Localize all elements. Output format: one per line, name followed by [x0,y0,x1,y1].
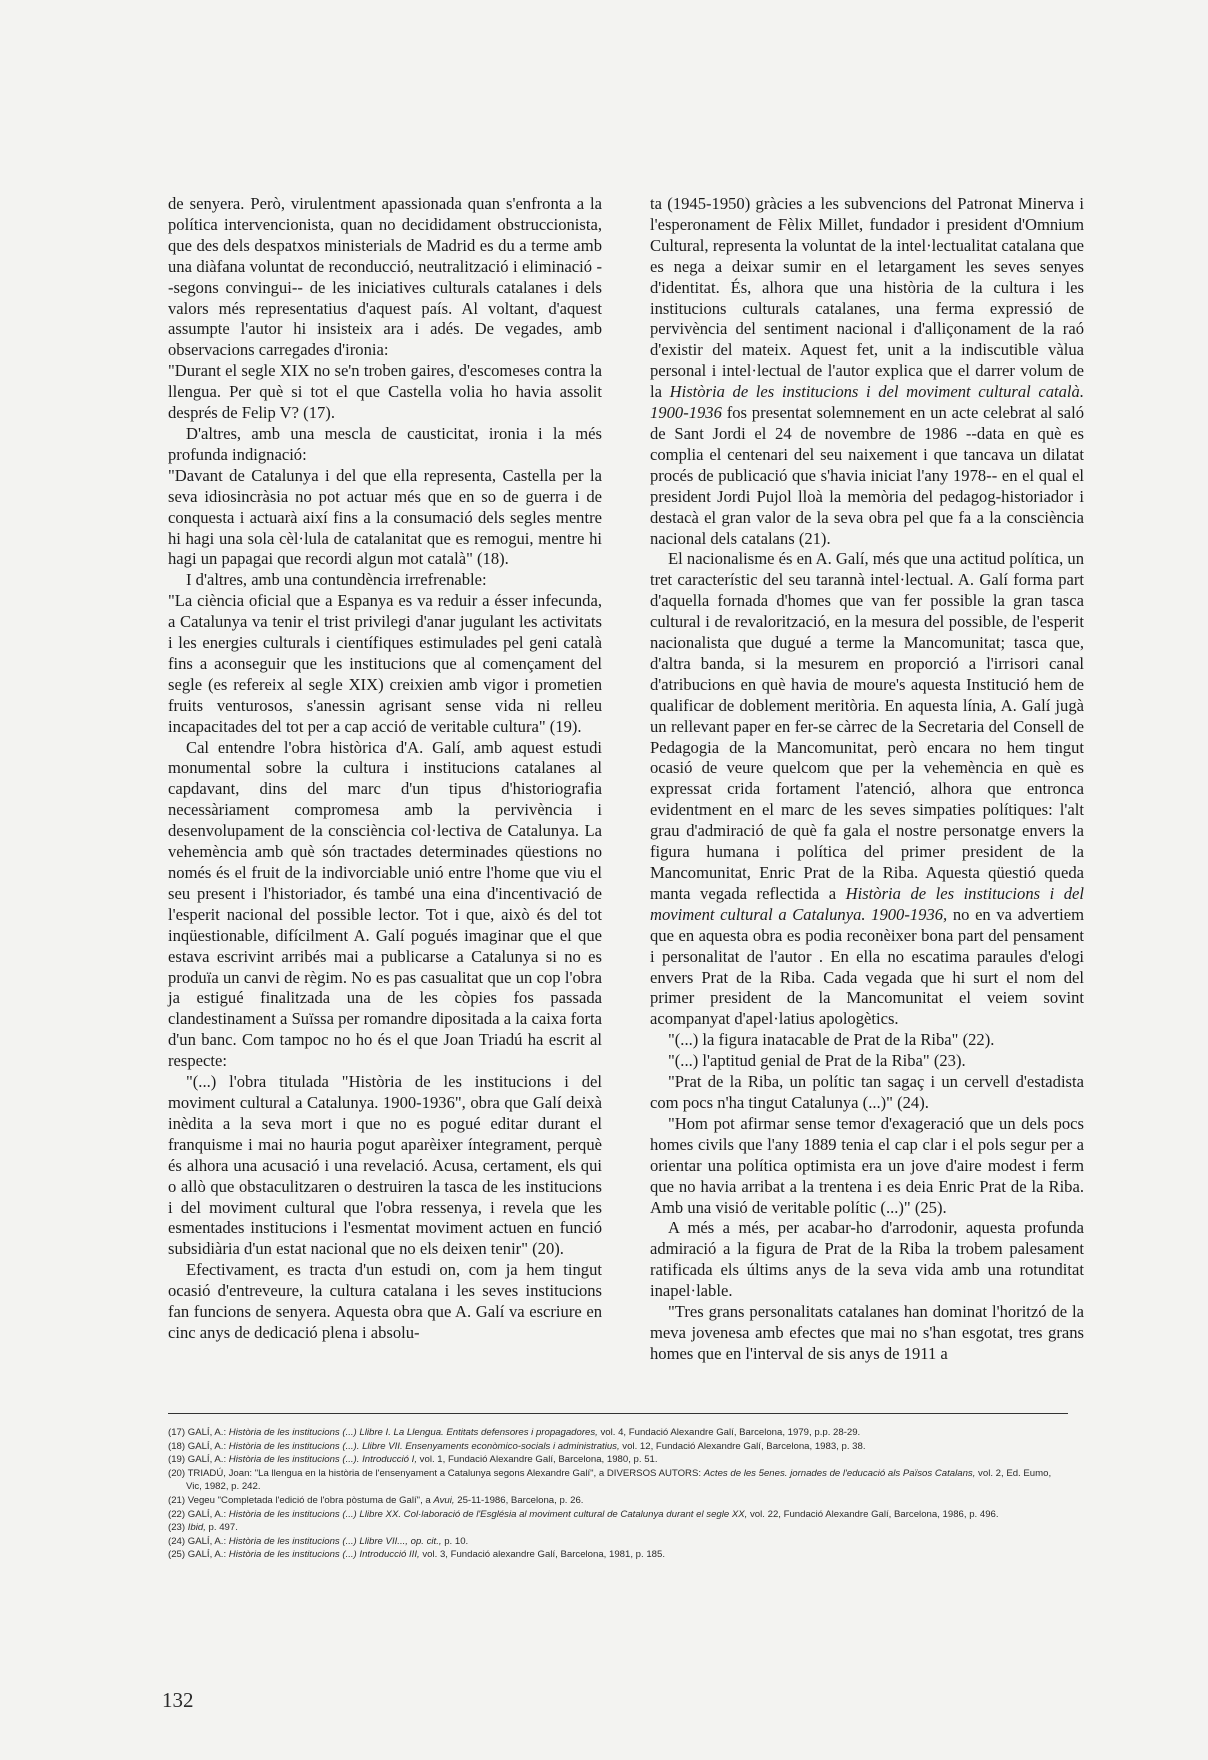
quotation: "(...) l'aptitud genial de Prat de la Riba" (23). [668,1051,966,1071]
footnote-number: (20) [168,1467,186,1479]
footnote-author: Vegeu "Completada l'edició de l'obra pòstuma de Galí", a [187,1494,434,1506]
footnote-author: GALÍ, A.: [187,1535,229,1547]
left-column [168,194,602,1344]
quotation: "(...) la figura inatacable de Prat de la Riba" (22). [668,1030,995,1050]
footnote-title: Avui, [433,1494,455,1506]
footnote-title: Història de les institucions (...) Llibre XX. Col·laboració de l'Església al moviment cultural de Catalunya durant el segle XX, [228,1508,748,1520]
footnote-number: (24) [168,1535,186,1547]
book-title: Història de les institucions i del moviment cultural català. 1900-1936 [650,382,1084,423]
paragraph: Cal entendre l'obra històrica d'A. Galí, amb aquest estudi monumental sobre la cultura i institucions catalanes al capdavant, dins del marc d'un tipus d'historiografia necessàriament compromesa amb la pervivència i desenvolupament de la consciència col·lectiva de Catalunya. La vehemència amb què són tractades determinades qüestions no només és el fruit de la indivorciable unió entre l'home que viu el seu present i l'historiador, és també una eina d'incentivació de l'esperit nacional del possible lector. Tot i que, això és del tot inqüestionable, difícilment A. Galí pogués imaginar que el que estava escrivint arribés mai a publicarse a Catalunya si no es produïa un canvi de règim. No es pas casualitat que un cop l'obra ja estigué finalitzada una de les còpies fos passada clandestinament a Suïssa per romandre dipositada a la caixa forta d'un banc. Com tampoc no ho és el que Joan Triadú ha escrit al respecte: [168,737,602,1071]
footnote-details: vol. 2, Ed. Eumo, Vic, 1982, p. 242. [186,1467,1052,1493]
quotation: "(...) l'obra titulada "Història de les institucions i del moviment cultural a Catalunya. 1900-1936", obra que Galí deixà inèdita a la seva mort i que no es pogué editar durant el franquisme i mai no hauria pogut aparèixer íntegrament, perquè és alhora una acusació i una revelació. Acusa, certament, els qui o allò que obstaculitzaren o destruiren la tasca de les institucions i del moviment cultural que l'obra ressenya, i revela que les esmentades institucions i l'esmentat moviment actuen en funció subsidiària d'un estat nacional que no els deixen tenir" (20). [168,1072,602,1259]
footnote-author: GALÍ, A.: [187,1549,229,1561]
footnote-divider [168,1413,1068,1414]
footnote-author: GALÍ, A.: [187,1454,229,1466]
page-number: 132 [162,1688,194,1712]
footnote-details: vol. 12, Fundació Alexandre Galí, Barcelona, 1983, p. 38. [619,1440,866,1452]
footnote-number: (17) [168,1427,186,1438]
footnote-details: vol. 22, Fundació Alexandre Galí, Barcelona, 1986, p. 496. [747,1508,999,1520]
quotation: "Tres grans personalitats catalanes han dominat l'horitzó de la meva jovenesa amb efectes que mai no s'han esgotat, tres grans homes que en l'interval de sis anys de 1911 a [650,1302,1084,1363]
footnote-title: Història de les institucions (...) Introducció III, [228,1549,420,1561]
footnote [168,1426,1068,1440]
footnote-details: vol. 3, Fundació alexandre Galí, Barcelona, 1981, p. 185. [419,1549,666,1561]
book-title: Història de les institucions i del moviment cultural a Catalunya. 1900-1936, [650,883,1085,924]
paragraph [650,194,1084,549]
footnote-title: Història de les institucions (...) Llibre I. La Llengua. Entitats defensores i propagadores, [228,1427,598,1438]
paragraph: I d'altres, amb una contundència irrefrenable: [186,570,487,590]
footnote-title: Història de les institucions (...). Llibre VII. Ensenyaments econòmico-socials i administratius, [228,1440,620,1452]
footnote-details: vol. 4, Fundació Alexandre Galí, Barcelona, 1979, p.p. 28-29. [597,1427,861,1438]
footnote [168,1467,1068,1494]
footnote-number: (23) [168,1522,186,1534]
footnote [168,1453,1068,1467]
footnote-number: (21) [168,1494,186,1506]
footnote-author: GALÍ, A.: [187,1508,229,1520]
paragraph: Efectivament, es tracta d'un estudi on, com ja hem tingut ocasió d'entreveure, la cultura catalana i les seves institucions fan funcions de senyera. Aquesta obra que A. Galí va escriure en cinc anys de dedicació plena i absolu- [168,1260,602,1342]
footnote-details: vol. 1, Fundació Alexandre Galí, Barcelona, 1980, p. 51. [417,1454,658,1466]
footnote [168,1548,1068,1562]
quotation: "Hom pot afirmar sense temor d'exageració que un dels pocs homes civils que l'any 1889 tenia el cap clar i el pols segur per a orientar una política optimista era un jove d'aire modest i ferm que no havia arribat a la trentena i es deia Enric Prat de la Riba. Amb una visió de veritable polític (...)" (25). [650,1113,1084,1217]
paragraph: D'altres, amb una mescla de causticitat, ironia i la més profunda indignació: [168,423,602,464]
footnote [168,1508,1068,1522]
text-run: fos presentat solemnement en un acte celebrat al saló de Sant Jordi el 24 de novembre de 1986 --data en què es complia el centenari del seu naixement i que tancava un dilatat procés de publicació que s'havia iniciat l'any 1978-- en el qual el president Jordi Pujol lloà la memòria del pedagog-historiador i destacà el gran valor de la seva obra pel que fa a la consciència nacional dels catalans (21). [650,403,1084,548]
text-run: El nacionalisme és en A. Galí, més que una actitud política, un tret característic del seu tarannà intel·lectual. A. Galí forma part d'aquella fornada d'homes que van fer possible la gran tasca cultural i de revalorització, en la mesura del possible, de l'esperit nacionalista que dugué a terme la Mancomunitat; tasca que, d'altra banda, si la mesurem en proporció a l'irrisori canal d'atribucions en què havia de moure's aquesta Institució hem de qualificar de doblement meritòria. En aquesta línia, A. Galí jugà un rellevant paper en fer-se càrrec de la Secretaria del Consell de Pedagogia de la Mancomunitat, però encara no hem tingut ocasió de veure quelcom que per la vehemència en què es expressat crida fortament l'atenció, alhora que entronca evidentment en el marc de les seves simpaties polítiques: l'alt grau d'admiració de què fa gala el nostre personatge envers la figura humana i política del primer president de la Mancomunitat, Enric Prat de la Riba. Aquesta qüestió queda manta vegada reflectida a [650,549,1084,903]
footnote-title: Història de les institucions (...) Llibre VII..., op. cit., [228,1535,442,1547]
footnote [168,1535,1068,1549]
paragraph: de senyera. Però, virulentment apassionada quan s'enfronta a la política intervencionista, quan no decididament obstruccionista, que des dels despatxos ministerials de Madrid es du a terme amb una diàfana voluntat de reconducció, neutralització i eliminació --segons convingui-- de les iniciatives culturals catalanes i dels valors més representatius d'aquest país. Al voltant, d'aquest assumpte l'autor hi insisteix ara i adés. De vegades, amb observacions carregades d'ironia: [168,194,602,360]
quotation: "Durant el segle XIX no se'n troben gaires, d'escomeses contra la llengua. Per què si tot el que Castella volia ho havia assolit després de Felip V? (17). [168,361,602,423]
footnote-number: (19) [168,1454,186,1466]
footnote [168,1521,1068,1535]
footnote [168,1440,1068,1454]
footnote-details: p. 10. [441,1535,469,1547]
footnote-title: Actes de les 5enes. jornades de l'educació als Països Catalans, [703,1467,976,1479]
footnote-number: (25) [168,1549,186,1561]
paragraph [650,549,1084,1030]
footnote-title: Ibid, [187,1522,206,1534]
quotation: "La ciència oficial que a Espanya es va reduir a ésser infecunda, a Catalunya va tenir el trist privilegi d'anar jugulant les activitats i les energies culturals i científiques estimulades pel geni català fins a aconseguir que les institucions que al començament del segle (es refereix al segle XIX) creixien amb vigor i prometien fruits venturosos, s'anessin agrisant sense vida ni relleu incapacitades del tot per a cap acció de veritable cultura" (19). [168,591,602,736]
quotation: "Davant de Catalunya i del que ella representa, Castella per la seva idiosincràsia no pot actuar més que en so de guerra i de conquesta i actuarà així fins a la consumació dels segles mentre hi hagi una sola cèl·lula de catalanitat que es remogui, mentre hi hagi un papagai que recordi algun mot català" (18). [168,465,602,569]
right-column [650,194,1084,1365]
footnote-details: p. 497. [205,1522,238,1534]
footnote [168,1494,1068,1508]
paragraph: A més a més, per acabar-ho d'arrodonir, aquesta profunda admiració a la figura de Prat de la Riba la trobem palesament ratificada els últims anys de la seva vida amb una rotunditat inapel·lable. [650,1218,1084,1301]
footnotes [168,1426,1068,1562]
footnote-author: GALÍ, A.: [187,1427,229,1438]
quotation: "Prat de la Riba, un polític tan sagaç i un cervell d'estadista com pocs n'ha tingut Catalunya (...)" (24). [650,1072,1084,1112]
footnote-author: TRIADÚ, Joan: "La llengua en la història de l'ensenyament a Catalunya segons Alexandre Galí", a DIVERSOS AUTORS: [187,1467,704,1479]
text-run: no en va advertiem que en aquesta obra es podia reconèixer bona part del pensament i personalitat de l'autor . En ella no escatima paraules d'elogi envers Prat de la Riba. Cada vegada que hi surt el nom del primer president de la Mancomunitat el veiem sovint acompanyat d'apel·latius apologètics. [650,904,1084,1029]
footnote-author: GALÍ, A.: [187,1440,229,1452]
footnote-title: Història de les institucions (...). Introducció I, [228,1454,418,1466]
footnote-number: (22) [168,1508,186,1520]
text-run: ta (1945-1950) gràcies a les subvencions del Patronat Minerva i l'esperonament de Fèlix Millet, fundador i president d'Omnium Cultural, representa la voluntat de la intel·lectualitat catalana que es nega a deixar sumir en el letargament les seves senyes d'identitat. És, alhora que una història de la cultura i les institucions culturals catalanes, una ferma expressió de pervivència del sentiment nacional i d'alliçonament de la raó d'existir del mateix. Aquest fet, unit a la indiscutible vàlua personal i intel·lectual de l'autor explica que el darrer volum de la [650,194,1084,402]
footnote-details: 25-11-1986, Barcelona, p. 26. [454,1494,584,1506]
footnote-number: (18) [168,1440,186,1452]
